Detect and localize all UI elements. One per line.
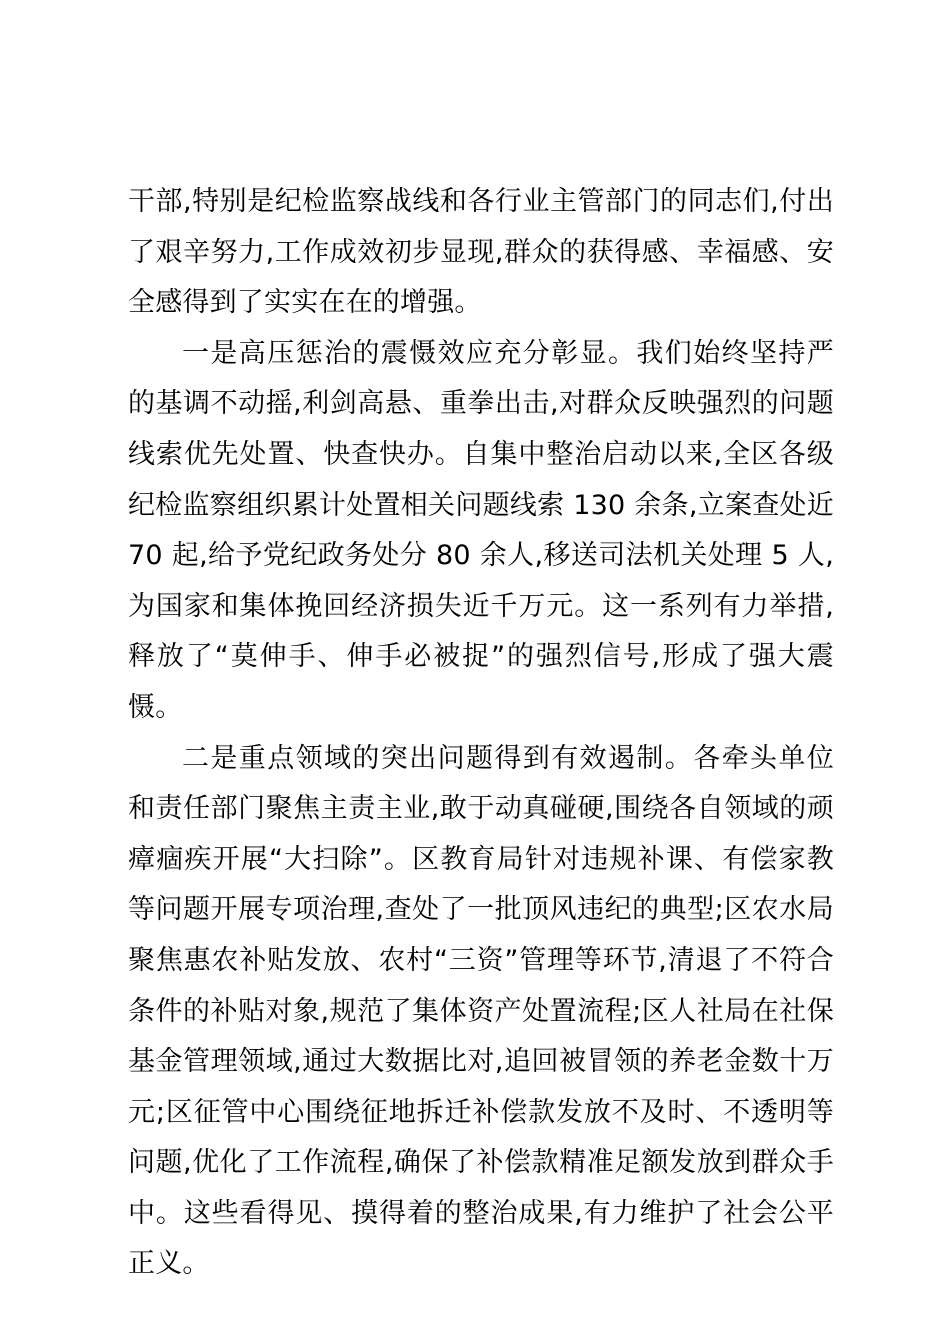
paragraph-deterrence-effect: 一是高压惩治的震慑效应充分彰显。我们始终坚持严的基调不动摇,利剑高悬、重拳出击,对群众反映强烈的问题线索优先处置、快查快办。自集中整治启动以来,全区各级纪检监察组织累计处置相关问题线索 130 余条,立案查处近 70 起,给予党纪政务处分 80 余人,移送司法机关处理 5 人,为国家和集体挽回经济损失近千万元。这一系列有力举措,释放了“莫伸手、伸手必被捉”的强烈信号,形成了强大震慑。 xyxy=(128,337,834,723)
paragraph-key-areas: 二是重点领域的突出问题得到有效遏制。各牵头单位和责任部门聚焦主责主业,敢于动真碰硬,围绕各自领域的顽瘴痼疾开展“大扫除”。区教育局针对违规补课、有偿家教等问题开展专项治理,查处了一批顶风违纪的典型;区农水局聚焦惠农补贴发放、农村“三资”管理等环节,清退了不符合条件的补贴对象,规范了集体资产处置流程;区人社局在社保基金管理领域,通过大数据比对,追回被冒领的养老金数十万元;区征管中心围绕征地拆迁补偿款发放不及时、不透明等问题,优化了工作流程,确保了补偿款精准足额发放到群众手中。这些看得见、摸得着的整治成果,有力维护了社会公平正义。 xyxy=(128,742,834,1280)
document-body xyxy=(128,177,834,1290)
paragraph-continuation: 干部,特别是纪检监察战线和各行业主管部门的同志们,付出了艰辛努力,工作成效初步显现,群众的获得感、幸福感、安全感得到了实实在在的增强。 xyxy=(128,186,834,319)
